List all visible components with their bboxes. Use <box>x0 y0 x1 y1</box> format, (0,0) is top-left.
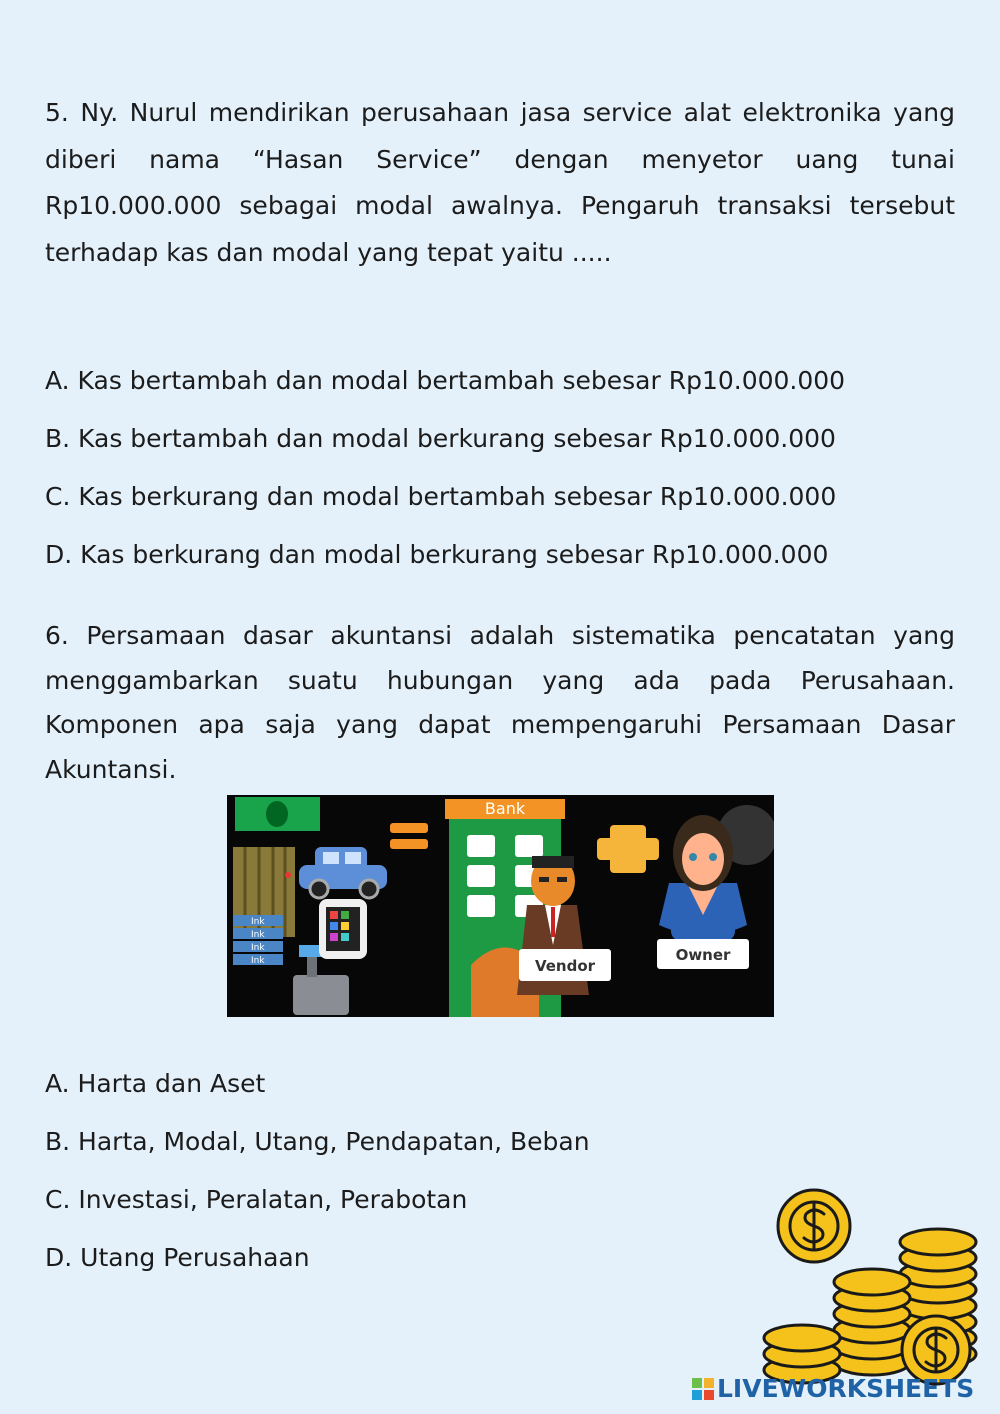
owner-label: Owner <box>675 946 731 964</box>
q6-option-b[interactable]: B. Harta, Modal, Utang, Pendapatan, Beban <box>45 1127 590 1156</box>
q6-option-c[interactable]: C. Investasi, Peralatan, Perabotan <box>45 1185 468 1214</box>
vendor-tag <box>519 949 611 981</box>
q5-option-d[interactable]: D. Kas berkurang dan modal berkurang sebesar Rp10.000.000 <box>45 540 829 569</box>
bank-label: Bank <box>484 799 526 818</box>
vendor-label: Vendor <box>534 957 596 975</box>
liveworksheets-icon <box>692 1378 714 1400</box>
question-5-text: 5. Ny. Nurul mendirikan perusahaan jasa service alat elektronika yang diberi nama “Hasan Service” dengan menyetor uang tunai Rp10.000.000 sebagai modal awalnya. Pengaruh transaksi tersebut terhadap kas dan modal yang tepat yaitu ..... <box>45 98 955 267</box>
owner-tag <box>657 939 749 969</box>
q5-option-a[interactable]: A. Kas bertambah dan modal bertambah sebesar Rp10.000.000 <box>45 366 846 395</box>
q5-option-c[interactable]: C. Kas berkurang dan modal bertambah sebesar Rp10.000.000 <box>45 482 837 511</box>
question-6-text: 6. Persamaan dasar akuntansi adalah sistematika pencatatan yang menggambarkan suatu hubungan yang ada pada Perusahaan. Komponen apa saja yang dapat mempengaruhi Persamaan Dasar Akuntansi. <box>45 621 955 784</box>
ink-label: Ink <box>251 943 265 953</box>
ink-label: Ink <box>251 930 265 940</box>
ink-label: Ink <box>251 917 265 927</box>
phone-icon <box>319 899 367 959</box>
accounting-equation-illustration <box>227 795 774 1017</box>
ink-label: Ink <box>251 956 265 966</box>
liveworksheets-logo <box>692 1374 974 1403</box>
q5-option-b[interactable]: B. Kas bertambah dan modal berkurang sebesar Rp10.000.000 <box>45 424 836 453</box>
cash-icon <box>235 797 320 831</box>
coins-illustration <box>752 1186 987 1386</box>
q6-option-a[interactable]: A. Harta dan Aset <box>45 1069 266 1098</box>
q6-option-d[interactable]: D. Utang Perusahaan <box>45 1243 310 1272</box>
brand-name: LIVEWORKSHEETS <box>717 1374 975 1403</box>
